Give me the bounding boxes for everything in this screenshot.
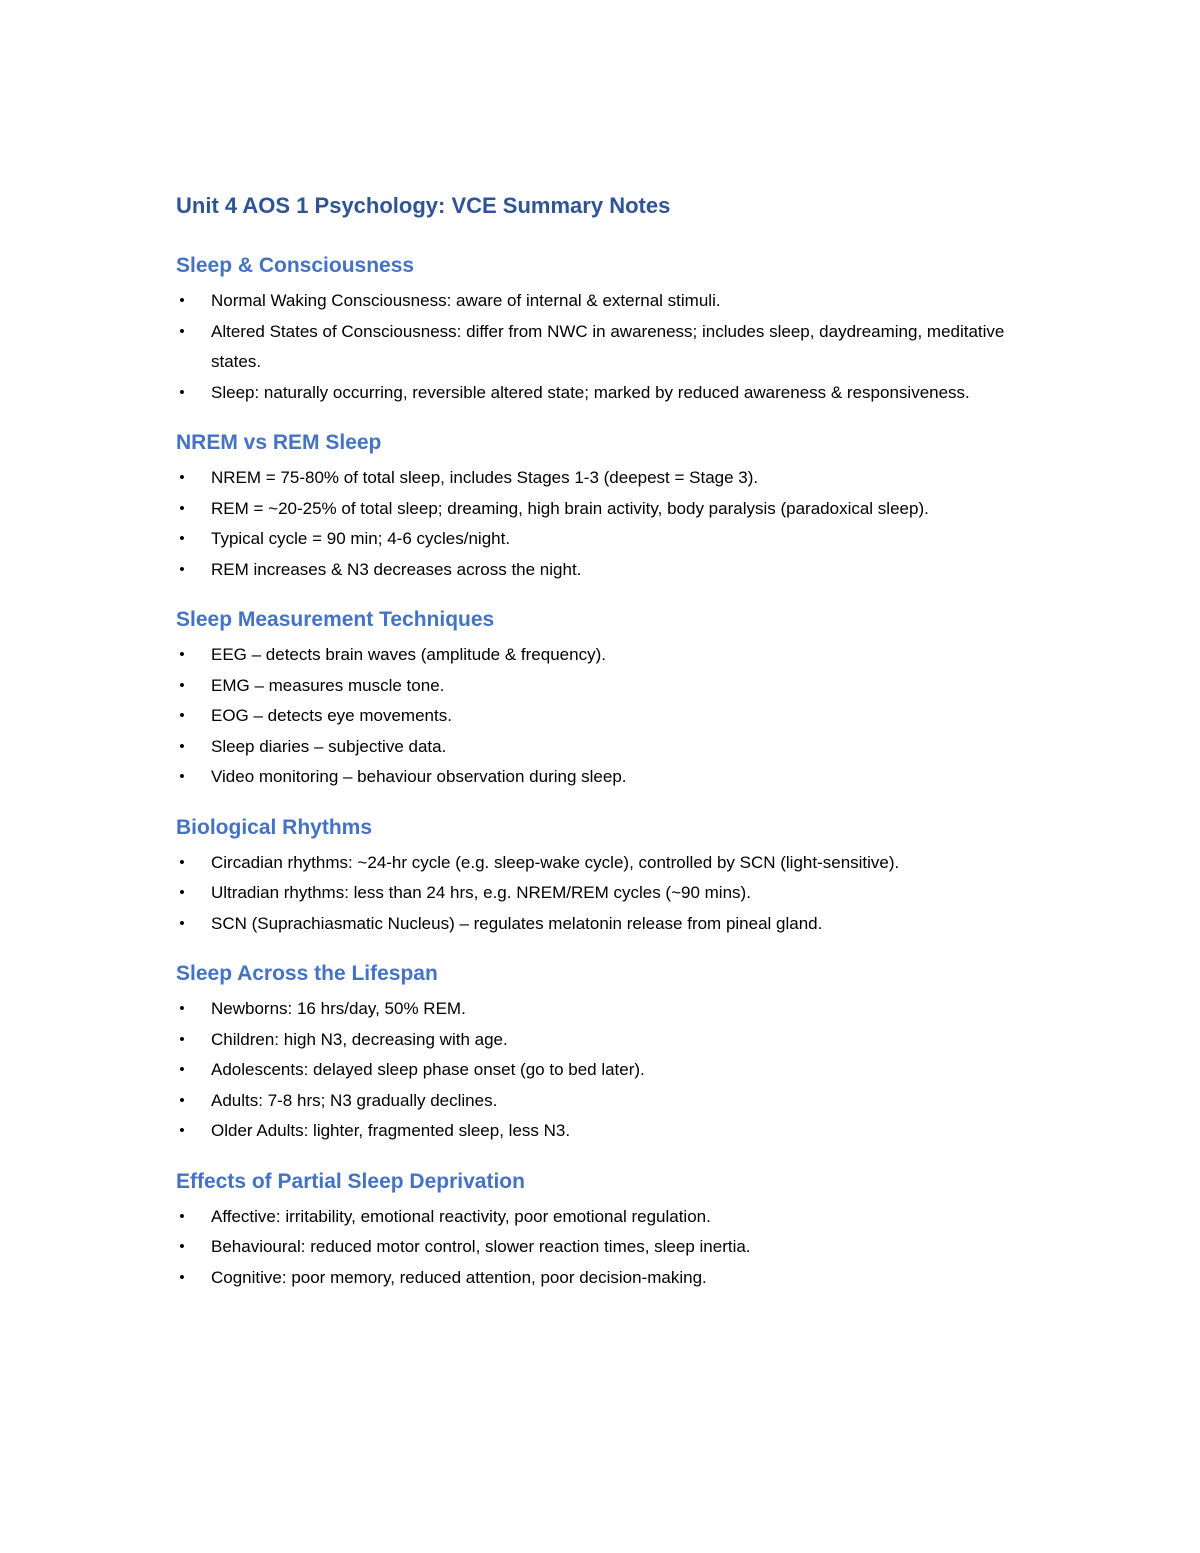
list-item-text: EEG – detects brain waves (amplitude & frequency). xyxy=(211,645,606,664)
bullet-icon: • xyxy=(179,530,185,547)
list-item xyxy=(176,1232,1056,1263)
list-item xyxy=(176,701,1056,732)
bullet-icon: • xyxy=(179,884,185,901)
bullet-list xyxy=(176,1202,1056,1294)
bullet-icon: • xyxy=(179,322,185,340)
bullet-list xyxy=(176,286,1056,408)
list-item-text: Ultradian rhythms: less than 24 hrs, e.g. NREM/REM cycles (~90 mins). xyxy=(211,883,751,902)
section-heading: Sleep & Consciousness xyxy=(176,254,415,277)
list-item xyxy=(176,1263,1056,1294)
list-item-text: EOG – detects eye movements. xyxy=(211,706,452,725)
list-item-text: Sleep diaries – subjective data. xyxy=(211,736,447,756)
list-item-text: Video monitoring – behaviour observation during sleep. xyxy=(211,767,627,786)
list-item xyxy=(176,286,1056,317)
bullet-icon: • xyxy=(179,707,185,724)
list-item-text: Adults: 7-8 hrs; N3 gradually declines. xyxy=(211,1090,498,1110)
bullet-icon: • xyxy=(179,1122,185,1139)
section-heading: Sleep Across the Lifespan xyxy=(176,962,438,985)
bullet-icon: • xyxy=(179,768,185,785)
bullet-icon: • xyxy=(179,469,185,486)
document-title: Unit 4 AOS 1 Psychology: VCE Summary Notes xyxy=(176,193,671,218)
list-item xyxy=(176,848,1056,879)
bullet-icon: • xyxy=(179,1030,185,1048)
bullet-icon: • xyxy=(179,1091,185,1109)
list-item xyxy=(176,1055,1056,1086)
list-item xyxy=(176,463,1056,494)
bullet-icon: • xyxy=(179,292,185,309)
list-item xyxy=(176,317,1056,378)
list-item xyxy=(176,640,1056,671)
list-item-text: REM increases & N3 decreases across the night. xyxy=(211,559,582,579)
section xyxy=(176,427,1056,585)
bullet-icon: • xyxy=(179,737,185,755)
list-item xyxy=(176,524,1056,555)
list-item-text: Cognitive: poor memory, reduced attention, poor decision-making. xyxy=(211,1267,707,1287)
section xyxy=(176,958,1056,1147)
document-sections xyxy=(176,250,1056,1293)
bullet-icon: • xyxy=(179,560,185,578)
section xyxy=(176,604,1056,793)
list-item xyxy=(176,378,1056,409)
list-item xyxy=(176,555,1056,586)
bullet-icon: • xyxy=(179,1238,185,1255)
bullet-icon: • xyxy=(179,1207,185,1225)
list-item xyxy=(176,1202,1056,1233)
list-item-text: Newborns: 16 hrs/day, 50% REM. xyxy=(211,999,466,1018)
list-item xyxy=(176,671,1056,702)
section xyxy=(176,1166,1056,1294)
bullet-list xyxy=(176,463,1056,585)
list-item-text: Children: high N3, decreasing with age. xyxy=(211,1029,508,1049)
list-item-text: Sleep: naturally occurring, reversible altered state; marked by reduced awareness & responsiveness. xyxy=(211,382,970,402)
bullet-list xyxy=(176,994,1056,1147)
section xyxy=(176,250,1056,408)
list-item-text: Altered States of Consciousness: differ from NWC in awareness; includes sleep, daydreaming, meditative states. xyxy=(211,321,1005,371)
list-item-text: REM = ~20-25% of total sleep; dreaming, high brain activity, body paralysis (paradoxical sleep). xyxy=(211,498,929,518)
list-item xyxy=(176,909,1056,940)
section xyxy=(176,812,1056,940)
bullet-icon: • xyxy=(179,499,185,517)
list-item-text: Circadian rhythms: ~24-hr cycle (e.g. sleep-wake cycle), controlled by SCN (light-sensitive). xyxy=(211,852,900,872)
document-page xyxy=(176,190,1056,1312)
list-item xyxy=(176,1086,1056,1117)
list-item-text: SCN (Suprachiasmatic Nucleus) – regulates melatonin release from pineal gland. xyxy=(211,913,823,933)
bullet-icon: • xyxy=(179,646,185,663)
section-heading: Effects of Partial Sleep Deprivation xyxy=(176,1169,525,1193)
list-item xyxy=(176,494,1056,525)
list-item xyxy=(176,878,1056,909)
list-item-text: Adolescents: delayed sleep phase onset (go to bed later). xyxy=(211,1060,645,1079)
list-item-text: Normal Waking Consciousness: aware of internal & external stimuli. xyxy=(211,291,721,310)
section-heading: Biological Rhythms xyxy=(176,815,373,839)
list-item-text: Affective: irritability, emotional reactivity, poor emotional regulation. xyxy=(211,1206,711,1226)
list-item xyxy=(176,994,1056,1025)
list-item-text: EMG – measures muscle tone. xyxy=(211,675,445,695)
bullet-list xyxy=(176,848,1056,940)
section-heading: Sleep Measurement Techniques xyxy=(176,608,495,631)
bullet-icon: • xyxy=(179,1061,185,1078)
bullet-icon: • xyxy=(179,676,185,694)
list-item xyxy=(176,762,1056,793)
bullet-icon: • xyxy=(179,1268,185,1286)
list-item-text: Behavioural: reduced motor control, slower reaction times, sleep inertia. xyxy=(211,1237,751,1256)
list-item-text: Older Adults: lighter, fragmented sleep, less N3. xyxy=(211,1121,571,1140)
list-item-text: Typical cycle = 90 min; 4-6 cycles/night. xyxy=(211,529,511,548)
bullet-icon: • xyxy=(179,914,185,932)
bullet-icon: • xyxy=(179,383,185,401)
list-item xyxy=(176,1116,1056,1147)
bullet-list xyxy=(176,640,1056,793)
list-item xyxy=(176,1025,1056,1056)
bullet-icon: • xyxy=(179,1000,185,1017)
list-item-text: NREM = 75-80% of total sleep, includes Stages 1-3 (deepest = Stage 3). xyxy=(211,468,759,487)
bullet-icon: • xyxy=(179,853,185,871)
list-item xyxy=(176,732,1056,763)
section-heading: NREM vs REM Sleep xyxy=(176,431,382,454)
